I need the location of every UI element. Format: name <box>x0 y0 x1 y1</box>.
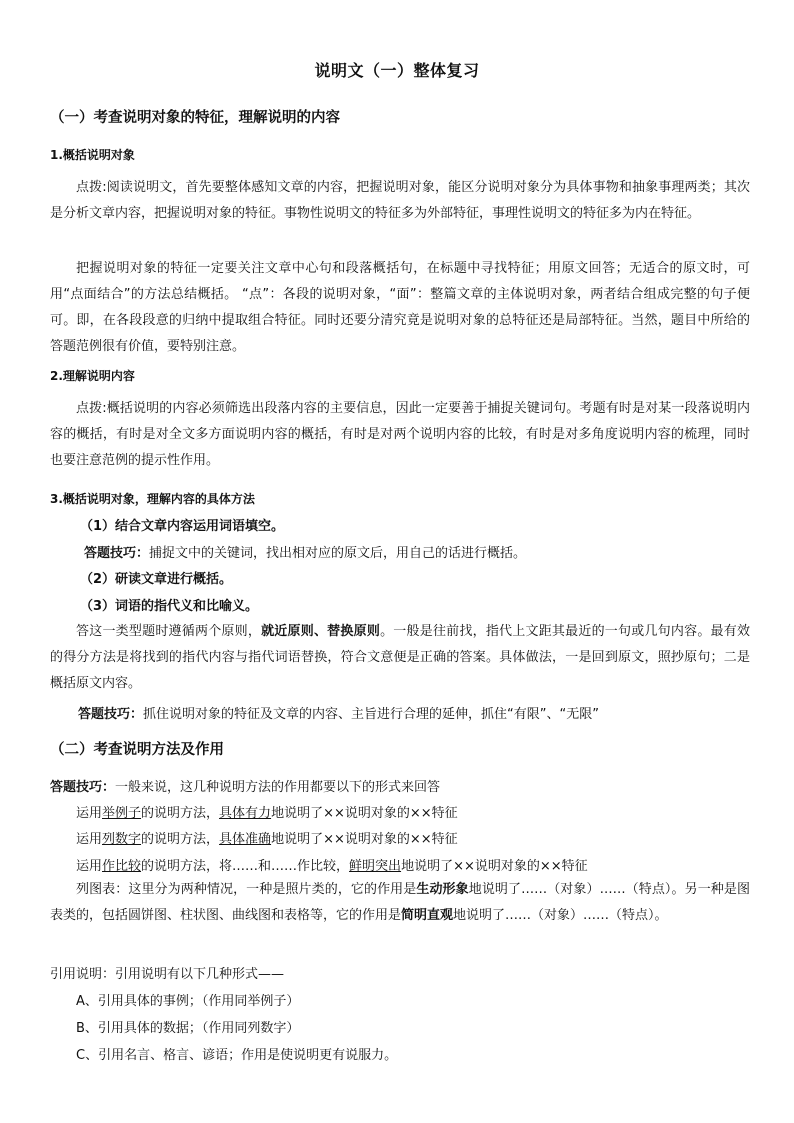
quote-item-c: C、引用名言、格言、谚语；作用是使说明更有说服力。 <box>76 1048 398 1063</box>
text: 运用 <box>76 832 103 847</box>
method-name: 作比较 <box>102 859 142 874</box>
text: 的说明方法， <box>141 806 220 821</box>
effect-phrase: 具体有力 <box>219 806 272 821</box>
text: 运用 <box>76 806 103 821</box>
sub3-item-1: （1）结合文章内容运用词语填空。 <box>80 519 285 534</box>
method-line-numbers <box>76 828 458 847</box>
para-emphasis: 就近原则、替换原则 <box>261 624 381 639</box>
tip-label: 答题技巧： <box>84 546 150 561</box>
tip-text: 一般来说，这几种说明方法的作用都要以下的形式来回答 <box>115 780 441 795</box>
effect-phrase: 简明直观 <box>401 908 454 923</box>
sub3-tip-1 <box>84 542 526 561</box>
para-part: 。一般是往前找，指代上文距其最近的一句或几句内容。最有效的得分方法是将找到的指代内容与指代词语替换，符合文意便是正确的答案。具体做法，一是回到原文，照抄原句；二是概括原文内容。 <box>50 624 750 691</box>
method-name: 举例子 <box>102 806 142 821</box>
sub1-paragraph-2: 把握说明对象的特征一定要关注文章中心句和段落概括句，在标题中寻找特征；用原文回答；无适合的原文时，可用“点面结合”的方法总结概括。 “点”：各段的说明对象，“面”：整篇文章的主体说明对象，两者结合组成完整的句子便可。即，在各段段意的归纳中提取组合特征。同时还要分清究竟是说明对象的总特征还是局部特征。当然，题目中所给的答题范例很有价值，要特别注意。 <box>50 261 750 354</box>
tip-text: 捕捉文中的关键词，找出相对应的原文后，用自己的话进行概括。 <box>149 546 527 561</box>
method-line-example <box>76 802 458 821</box>
sub3-item-3: （3）词语的指代义和比喻义。 <box>80 599 259 614</box>
method-name: 列数字 <box>102 832 142 847</box>
effect-phrase: 生动形象 <box>416 882 469 897</box>
quote-item-b: B、引用具体的数据；（作用同列数字） <box>76 1021 300 1036</box>
page-title: 说明文（一）整体复习 <box>314 61 480 80</box>
sub2-paragraph: 点拨:概括说明的内容必须筛选出段落内容的主要信息，因此一定要善于捕捉关键词句。考题有时是对某一段落说明内容的概括，有时是对全文多方面说明内容的概括，有时是对两个说明内容的比较，有时是对多角度说明内容的梳理，同时也要注意范例的提示性作用。 <box>50 401 750 468</box>
sub3-paragraph <box>50 619 750 697</box>
effect-phrase: 鲜明突出 <box>349 859 402 874</box>
text: 的说明方法， <box>141 832 220 847</box>
text: 运用 <box>76 859 103 874</box>
section1-heading: （一）考查说明对象的特征，理解说明的内容 <box>50 110 340 126</box>
sub3-item-2: （2）研读文章进行概括。 <box>80 572 233 587</box>
quote-intro: 引用说明：引用说明有以下几种形式—— <box>50 967 285 982</box>
sub1-heading: 1.概括说明对象 <box>50 148 135 162</box>
text: 地说明了××说明对象的××特征 <box>271 806 458 821</box>
section2-heading: （二）考查说明方法及作用 <box>50 742 224 758</box>
chart-method-paragraph <box>50 877 750 929</box>
section2-tip <box>50 776 440 795</box>
sub3-heading: 3.概括说明对象，理解内容的具体方法 <box>50 492 255 506</box>
text: 地说明了××说明对象的××特征 <box>401 859 588 874</box>
text: 地说明了……（对象）……（特点）。 <box>453 908 668 923</box>
text: 地说明了……（对象）……（特点）。另一种是图表类的，包括圆饼图、柱状图、曲线图和表格等，它的作用是 <box>50 882 750 923</box>
tip-label: 答题技巧： <box>78 707 144 722</box>
para-part: 答这一类型题时遵循两个原则， <box>76 624 262 639</box>
effect-phrase: 具体准确 <box>219 832 272 847</box>
method-line-compare <box>76 855 588 874</box>
sub1-paragraph-1: 点拨:阅读说明文，首先要整体感知文章的内容，把握说明对象，能区分说明对象分为具体事物和抽象事理两类；其次是分析文章内容，把握说明对象的特征。事物性说明文的特征多为外部特征，事理性说明文的特征多为内在特征。 <box>50 180 750 221</box>
quote-item-a: A、引用具体的事例；（作用同举例子） <box>76 994 300 1009</box>
tip-label: 答题技巧： <box>50 780 116 795</box>
sub2-heading: 2.理解说明内容 <box>50 369 135 383</box>
text: 列图表：这里分为两种情况，一种是照片类的，它的作用是 <box>76 882 417 897</box>
text: 地说明了××说明对象的××特征 <box>271 832 458 847</box>
tip-text: 抓住说明对象的特征及文章的内容、主旨进行合理的延伸，抓住“有限”、“无限” <box>143 707 599 722</box>
text: 的说明方法，将……和……作比较， <box>141 859 350 874</box>
sub3-tip-2 <box>78 703 599 722</box>
